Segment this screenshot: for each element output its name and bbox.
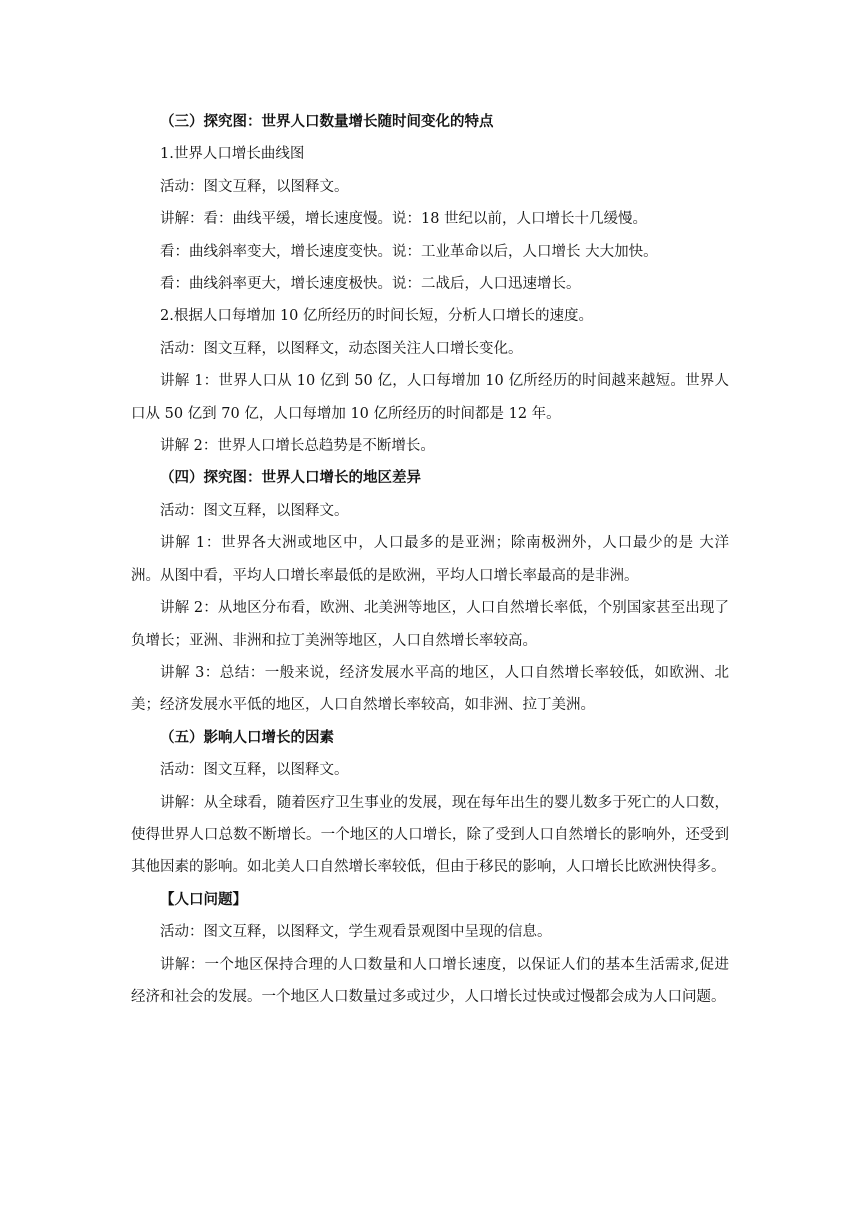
paragraph: 活动：图文互释，以图释文，动态图关注人口增长变化。 xyxy=(160,340,523,357)
paragraph: 讲解 2：从地区分布看，欧洲、北美洲等地区，人口自然增长率低，个别国家甚至出现了负增长；亚洲、非洲和拉丁美洲等地区，人口自然增长率较高。 xyxy=(131,600,729,649)
paragraph: 讲解 1：世界人口从 10 亿到 50 亿，人口每增加 10 亿所经历的时间越来越短。世界人口从 50 亿到 70 亿，人口每增加 10 亿所经历的时间都是 12 年。 xyxy=(131,373,729,422)
paragraph: 讲解 1：世界各大洲或地区中，人口最多的是亚洲；除南极洲外，人口最少的是 大洋洲。从图中看，平均人口增长率最低的是欧洲，平均人口增长率最高的是非洲。 xyxy=(131,535,729,584)
paragraph: 1.世界人口增长曲线图 xyxy=(160,146,305,163)
paragraph: 活动：图文互释，以图释文，学生观看景观图中呈现的信息。 xyxy=(160,924,552,941)
document-body xyxy=(131,106,729,1013)
section-heading-population-problem: 【人口问题】 xyxy=(160,891,247,908)
paragraph: 讲解：一个地区保持合理的人口数量和人口增长速度，以保证人们的基本生活需求,促进经济和社会的发展。一个地区人口数量过多或过少，人口增长过快或过慢都会成为人口问题。 xyxy=(131,956,729,1005)
paragraph: 2.根据人口每增加 10 亿所经历的时间长短，分析人口增长的速度。 xyxy=(160,308,594,325)
paragraph: 活动：图文互释，以图释文。 xyxy=(160,178,349,195)
paragraph: 看：曲线斜率更大，增长速度极快。说：二战后，人口迅速增长。 xyxy=(160,276,581,293)
paragraph: 看：曲线斜率变大，增长速度变快。说：工业革命以后，人口增长 大大加快。 xyxy=(160,243,658,260)
paragraph: 活动：图文互释，以图释文。 xyxy=(160,762,349,779)
paragraph: 讲解：看：曲线平缓，增长速度慢。说：18 世纪以前，人口增长十几缓慢。 xyxy=(160,211,648,228)
paragraph: 讲解 2：世界人口增长总趋势是不断增长。 xyxy=(160,438,435,455)
paragraph: 讲解 3：总结：一般来说，经济发展水平高的地区，人口自然增长率较低，如欧洲、北美；经济发展水平低的地区，人口自然增长率较高，如非洲、拉丁美洲。 xyxy=(131,664,729,714)
section-heading-3: （三）探究图：世界人口数量增长随时间变化的特点 xyxy=(160,114,494,130)
paragraph: 讲解：从全球看，随着医疗卫生事业的发展，现在每年出生的婴儿数多于死亡的人口数，使得世界人口总数不断增长。一个地区的人口增长，除了受到人口自然增长的影响外，还受到其他因素的影响。如北美人口自然增长率较低，但由于移民的影响，人口增长比欧洲快得多。 xyxy=(131,794,729,876)
paragraph: 活动：图文互释，以图释文。 xyxy=(160,502,349,519)
section-heading-5: （五）影响人口增长的因素 xyxy=(160,729,334,746)
section-heading-4: （四）探究图：世界人口增长的地区差异 xyxy=(160,470,421,487)
